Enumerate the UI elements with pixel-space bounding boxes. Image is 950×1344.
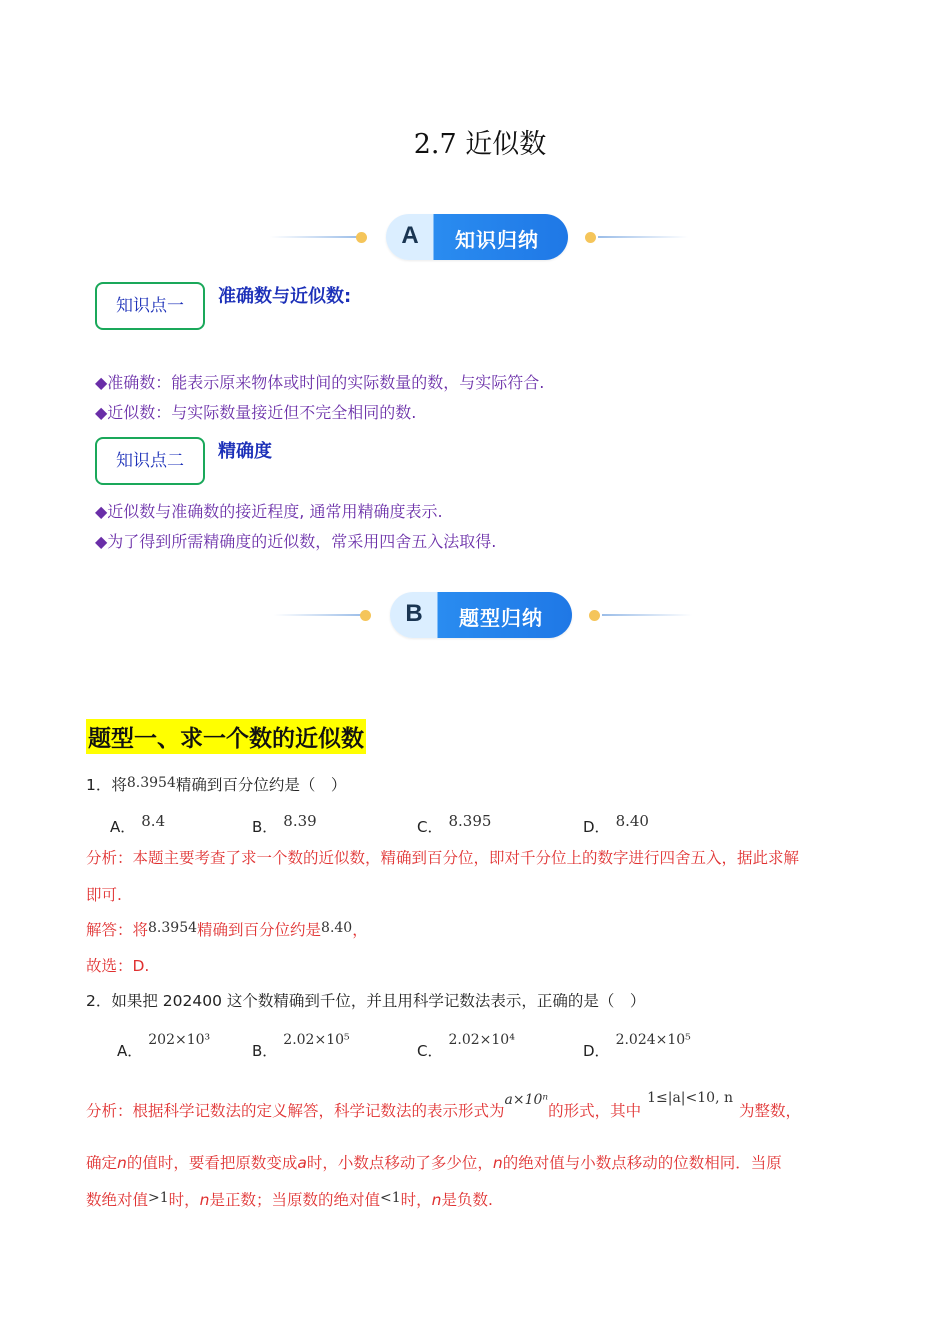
option-c [417,1032,515,1061]
analysis-text: 分析：本题主要考查了求一个数的近似数，精确到百分位，即对千分位上的数字进行四舍五入，据此求解 [86,849,800,867]
variable: n [431,1191,442,1209]
banner-letter: B [405,600,423,627]
answer-value: 8.3954 [148,920,198,936]
question-2: 2．如果把 202400 这个数精确到千位，并且用科学记数法表示，正确的是（ ） [86,992,646,1010]
analysis-text [86,1090,802,1121]
analysis-text [86,1188,493,1210]
analysis-part: 时， [400,1191,432,1209]
option-value: 202×10³ [148,1032,211,1048]
knowledge-bullet: ◆近似数与准确数的接近程度, 通常用精确度表示. [95,502,443,521]
question-number: 1．将 [86,776,127,794]
option-a [110,812,166,837]
option-d [583,1032,691,1061]
option-value: 8.4 [141,812,166,830]
knowledge-bullet: ◆为了得到所需精确度的近似数，常采用四舍五入法取得. [95,532,497,551]
banner-text: 知识归纳 [455,228,539,252]
banner-dot-right [589,610,600,621]
section-banner-a [270,214,690,260]
formula: a×10ⁿ [504,1092,549,1108]
analysis-part: 的形式，其中 [548,1102,642,1120]
analysis-text [86,1151,782,1173]
option-value: 8.39 [283,812,317,830]
choice-text: 故选：D. [86,957,150,975]
knowledge-bullet: ◆近似数：与实际数量接近但不完全相同的数. [95,403,417,422]
knowledge-box-2: 知识点二 [95,437,205,485]
answer-part: ， [352,921,368,939]
formula-condition: 1≤|a|<10, n [647,1090,733,1106]
banner-pill [386,214,568,260]
analysis-part: 的绝对值与小数点移动的位数相同．当原 [502,1154,782,1172]
banner-dot-right [585,232,596,243]
variable: n [199,1191,210,1209]
analysis-part: 时，小数点移动了多少位， [306,1154,493,1172]
analysis-part: 分析：根据科学记数法的定义解答，科学记数法的表示形式为 [86,1102,505,1120]
option-value: 8.395 [448,812,492,830]
option-label: B． [252,818,278,836]
section-heading: 题型一、求一个数的近似数 [86,719,366,754]
option-label: B． [252,1042,278,1060]
option-d [583,812,649,837]
banner-text: 题型归纳 [459,606,543,630]
answer-text [86,918,368,940]
variable: n [117,1154,127,1172]
analysis-part: 数绝对值 [86,1191,149,1209]
option-value: 2.02×10⁵ [283,1032,350,1048]
option-label: D． [583,1042,610,1060]
option-label: C． [417,818,443,836]
analysis-part: 为整数， [739,1102,802,1120]
analysis-part: 时， [168,1191,200,1209]
option-label: D． [583,818,610,836]
knowledge-heading-1: 准确数与近似数: [218,286,352,307]
variable: n [492,1154,503,1172]
banner-letter: A [401,222,419,249]
option-label: A． [110,818,136,836]
knowledge-box-1: 知识点一 [95,282,205,330]
analysis-part: 的值时，要看把原数变成 [126,1154,298,1172]
option-value: 8.40 [615,812,649,830]
banner-pill [390,592,572,638]
answer-part: 精确到百分位约是 [197,921,322,939]
section-banner-b [274,592,694,638]
page-title: 2.7 近似数 [413,129,547,160]
option-value: 2.02×10⁴ [448,1032,515,1048]
knowledge-bullet: ◆准确数：能表示原来物体或时间的实际数量的数，与实际符合. [95,373,545,392]
knowledge-heading-2: 精确度 [218,441,272,462]
question-text: 精确到百分位约是（ ） [175,776,347,794]
banner-dot-left [360,610,371,621]
option-b [252,1032,350,1061]
question-1 [86,773,346,795]
analysis-part: 确定 [86,1154,118,1172]
analysis-part: 是负数. [441,1191,493,1209]
option-a [117,1032,211,1061]
analysis-part: 是正数；当原数的绝对值 [209,1191,381,1209]
inequality: <1 [380,1190,401,1206]
variable: a [297,1154,307,1172]
question-value: 8.3954 [126,775,176,791]
answer-result: 8.40 [321,920,353,936]
inequality: >1 [148,1190,169,1206]
answer-part: 解答：将 [86,921,149,939]
option-c [417,812,492,837]
option-label: C． [417,1042,443,1060]
option-label: A． [117,1042,143,1060]
banner-dot-left [356,232,367,243]
analysis-text: 即可. [86,886,122,904]
option-value: 2.024×10⁵ [615,1032,691,1048]
option-b [252,812,317,837]
